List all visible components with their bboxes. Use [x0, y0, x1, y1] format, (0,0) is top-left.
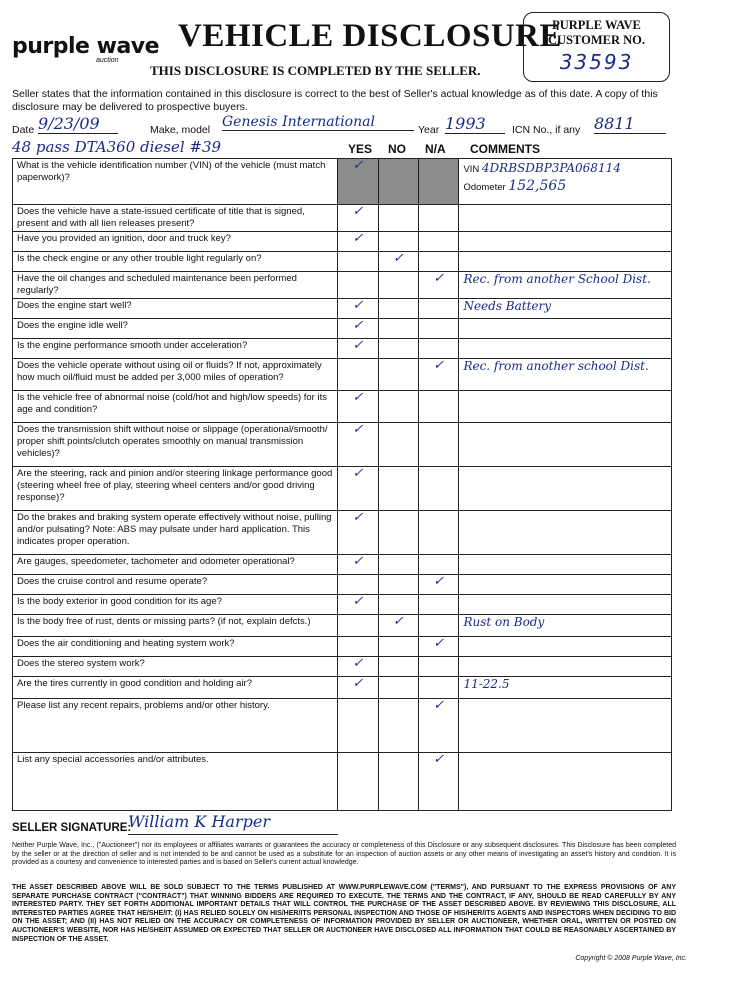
customer-label-2: CUSTOMER NO.: [547, 33, 645, 47]
answer-no[interactable]: [378, 615, 418, 637]
signature-label: SELLER SIGNATURE:: [12, 822, 132, 834]
answer-no[interactable]: [378, 423, 418, 467]
answer-yes[interactable]: [338, 391, 378, 423]
answer-yes[interactable]: [338, 359, 378, 391]
check-mark-icon: ✓: [352, 204, 364, 219]
check-mark-icon: ✓: [352, 390, 364, 405]
year-field[interactable]: 1993: [445, 114, 505, 134]
check-mark-icon: ✓: [433, 636, 445, 651]
check-mark-icon: ✓: [433, 271, 445, 286]
answer-na[interactable]: [419, 252, 459, 272]
answer-yes[interactable]: [338, 615, 378, 637]
question-text: Does the stereo system work?: [13, 657, 338, 677]
answer-no[interactable]: [378, 511, 418, 555]
table-row: [13, 272, 672, 299]
comment-cell[interactable]: [459, 575, 672, 595]
table-row: [13, 511, 672, 555]
comment-cell[interactable]: [459, 753, 672, 811]
check-mark-icon: ✓: [352, 676, 364, 691]
answer-na[interactable]: [419, 205, 459, 232]
answer-no[interactable]: [378, 272, 418, 299]
col-na: N/A: [425, 142, 446, 156]
table-row: [13, 359, 672, 391]
check-mark-icon: ✓: [352, 554, 364, 569]
answer-no[interactable]: [378, 232, 418, 252]
terms: THE ASSET DESCRIBED ABOVE WILL BE SOLD SUBJECT TO THE TERMS PUBLISHED AT WWW.PURPLEWAVE.COM ("TERMS"), AND PURSUANT TO THE EXPRESS PROVISIONS OF ANY SEPARATE PURCHASE CONTRACT ("CONTRACT") THAT WINNING BIDDERS ARE REQUIRED TO EXECUTE. THE TERMS AND THE CONTRACT, IF ANY, SHOULD BE READ CAREFULLY BY ANY INTERESTED PARTY. THEY SET FORTH ADDITIONAL IMPORTANT DETAILS THAT WILL CONTROL THE PURCHASE OF THE ASSET DESCRIBED ABOVE. BY REVIEWING THIS DISCLOSURE, ALL INTERESTED PARTIES AGREE THAT HE/SHE/IT: (I) HAS RELIED SOLELY ON HIS/HER/ITS PERSONAL INSPECTION AND THOSE OF HIS/HER/ITS AGENTS AND INSPECTORS WHEN DECIDING TO BID ON THE ASSET; AND (II) HAS NOT RELIED ON THE ACCURACY OR COMPLETENESS OF INFORMATION PROVIDED BY SELLER OR AUCTIONEER, WHETHER ORAL, WRITTEN OR POSTED ON AUCTIONEER'S WEBSITE, NOR HAS HE/SHE/IT ASSUMED OR EXPECTED THAT SELLER OR AUCTIONEER HAVE DISCLOSED ALL INFORMATION THAT COULD BE REASONABLY ASCERTAINED BY INSPECTION OF THE ASSET.: [12, 884, 676, 943]
comment-cell[interactable]: [459, 252, 672, 272]
page-subtitle: THIS DISCLOSURE IS COMPLETED BY THE SELLER.: [150, 63, 481, 78]
comment-cell[interactable]: [459, 615, 672, 637]
question-text: Have the oil changes and scheduled maintenance been performed regularly?: [13, 272, 338, 299]
table-row: [13, 423, 672, 467]
question-text: Does the vehicle have a state-issued certificate of title that is signed, present and with all lien releases present?: [13, 205, 338, 232]
answer-yes[interactable]: [338, 272, 378, 299]
answer-yes[interactable]: [338, 423, 378, 467]
question-text: Please list any recent repairs, problems and/or other history.: [13, 699, 338, 753]
answer-no[interactable]: [378, 677, 418, 699]
comment-cell[interactable]: [459, 339, 672, 359]
answer-yes[interactable]: [338, 319, 378, 339]
answer-yes[interactable]: [338, 699, 378, 753]
col-comments: COMMENTS: [470, 142, 540, 156]
page-title: VEHICLE DISCLOSURE: [178, 18, 563, 54]
signature-line: [128, 834, 338, 835]
col-yes: YES: [348, 142, 373, 156]
answer-no[interactable]: [378, 339, 418, 359]
check-mark-icon: ✓: [433, 698, 445, 713]
question-text: Have you provided an ignition, door and truck key?: [13, 232, 338, 252]
comment-cell[interactable]: [459, 423, 672, 467]
answer-yes[interactable]: [338, 205, 378, 232]
answer-na[interactable]: [419, 575, 459, 595]
question-text: Are gauges, speedometer, tachometer and odometer operational?: [13, 555, 338, 575]
customer-number-box: [523, 12, 670, 82]
answer-yes[interactable]: [338, 657, 378, 677]
answer-no[interactable]: [378, 595, 418, 615]
answer-yes[interactable]: [338, 753, 378, 811]
answer-na[interactable]: [419, 272, 459, 299]
answer-yes[interactable]: [338, 595, 378, 615]
answer-no[interactable]: [378, 753, 418, 811]
table-row: [13, 555, 672, 575]
question-text: Does the transmission shift without noise or slippage (operational/smooth/ proper shift points/clutch operates smoothly on manual transmission vehicles)?: [13, 423, 338, 467]
check-mark-icon: ✓: [352, 338, 364, 353]
vin-value: 4DRBSDBP3PA068114: [481, 161, 621, 175]
question-text: List any special accessories and/or attributes.: [13, 753, 338, 811]
comment-text: Rust on Body: [463, 615, 545, 629]
customer-label-1: PURPLE WAVE: [552, 18, 641, 32]
make-label: Make, model: [150, 124, 211, 136]
comment-cell[interactable]: [459, 677, 672, 699]
answer-na[interactable]: [419, 159, 459, 205]
answer-na[interactable]: [419, 677, 459, 699]
question-text: Is the check engine or any other trouble light regularly on?: [13, 252, 338, 272]
answer-no[interactable]: [378, 159, 418, 205]
answer-na[interactable]: [419, 753, 459, 811]
answer-no[interactable]: [378, 391, 418, 423]
answer-no[interactable]: [378, 319, 418, 339]
table-row: [13, 339, 672, 359]
answer-na[interactable]: [419, 339, 459, 359]
col-no: NO: [388, 142, 406, 156]
check-mark-icon: ✓: [352, 594, 364, 609]
comment-cell[interactable]: [459, 232, 672, 252]
date-field[interactable]: 9/23/09: [38, 114, 118, 134]
answer-na[interactable]: [419, 555, 459, 575]
table-row: [13, 232, 672, 252]
answer-na[interactable]: [419, 699, 459, 753]
answer-na[interactable]: [419, 467, 459, 511]
answer-na[interactable]: [419, 615, 459, 637]
table-row: [13, 595, 672, 615]
answer-no[interactable]: [378, 555, 418, 575]
answer-na[interactable]: [419, 232, 459, 252]
check-mark-icon: ✓: [433, 574, 445, 589]
table-row: [13, 615, 672, 637]
answer-yes[interactable]: [338, 555, 378, 575]
comment-cell[interactable]: [459, 205, 672, 232]
question-text: Is the body free of rust, dents or missing parts? (if not, explain defcts.): [13, 615, 338, 637]
answer-yes[interactable]: [338, 159, 378, 205]
check-mark-icon: ✓: [352, 466, 364, 481]
answer-yes[interactable]: [338, 575, 378, 595]
disclaimer: Neither Purple Wave, Inc., ("Auctioneer") nor its employees or affiliates warrants or guarantees the accuracy or completeness of this Disclosure or any subsequent disclosures. This Disclosure has been completed by the seller or at the direction of seller and is not intended to be and cannot be used as a substitute for an inspection of auction assets or any other means of investigating an asset's history and condition. It is provided as a courtesy and convenience to interested parties and is based on Seller's current actual knowledge.: [12, 842, 676, 867]
question-text: Are the steering, rack and pinion and/or steering linkage performance good (steering wheel free of play, steering wheel centers and/or good driving response)?: [13, 467, 338, 511]
make-field[interactable]: Genesis International: [222, 114, 414, 131]
answer-na[interactable]: [419, 391, 459, 423]
comment-cell[interactable]: [459, 467, 672, 511]
question-text: What is the vehicle identification number (VIN) of the vehicle (must match paperwork)?: [13, 159, 338, 205]
comment-cell[interactable]: [459, 699, 672, 753]
answer-na[interactable]: [419, 423, 459, 467]
answer-yes[interactable]: [338, 511, 378, 555]
comment-text: 11-22.5: [463, 677, 510, 691]
answer-no[interactable]: [378, 637, 418, 657]
question-text: Does the vehicle operate without using oil or fluids? If not, approximately how much oil/fluid must be added per 3,000 miles of operation?: [13, 359, 338, 391]
table-row: [13, 159, 672, 205]
comment-cell[interactable]: [459, 637, 672, 657]
check-mark-icon: ✓: [352, 158, 364, 173]
answer-no[interactable]: [378, 205, 418, 232]
vin-label: VIN: [463, 164, 480, 175]
comment-cell[interactable]: [459, 319, 672, 339]
icn-field[interactable]: 8811: [594, 114, 666, 134]
answer-na[interactable]: [419, 637, 459, 657]
answer-yes[interactable]: [338, 677, 378, 699]
question-text: Does the air conditioning and heating system work?: [13, 637, 338, 657]
check-mark-icon: ✓: [433, 752, 445, 767]
icn-label: ICN No., if any: [512, 124, 581, 136]
answer-yes[interactable]: [338, 339, 378, 359]
question-text: Does the engine idle well?: [13, 319, 338, 339]
answer-yes[interactable]: [338, 637, 378, 657]
answer-yes[interactable]: [338, 232, 378, 252]
question-text: Is the body exterior in good condition for its age?: [13, 595, 338, 615]
check-mark-icon: ✓: [352, 656, 364, 671]
table-row: [13, 391, 672, 423]
comment-text: Rec. from another school Dist.: [463, 359, 649, 373]
answer-yes[interactable]: [338, 252, 378, 272]
question-text: Does the cruise control and resume operate?: [13, 575, 338, 595]
table-row: [13, 205, 672, 232]
answer-na[interactable]: [419, 657, 459, 677]
customer-number: 33593: [559, 50, 634, 74]
answer-no[interactable]: [378, 252, 418, 272]
answer-na[interactable]: [419, 359, 459, 391]
answer-na[interactable]: [419, 595, 459, 615]
table-row: [13, 699, 672, 753]
table-row: [13, 677, 672, 699]
comment-cell[interactable]: [459, 511, 672, 555]
odometer-label: Odometer: [463, 182, 506, 193]
answer-no[interactable]: [378, 359, 418, 391]
answer-no[interactable]: [378, 657, 418, 677]
check-mark-icon: ✓: [392, 614, 404, 629]
answer-yes[interactable]: [338, 299, 378, 319]
answer-na[interactable]: [419, 299, 459, 319]
question-text: Does the engine start well?: [13, 299, 338, 319]
answer-yes[interactable]: [338, 467, 378, 511]
comment-text: Needs Battery: [463, 299, 552, 313]
date-label: Date: [12, 124, 35, 136]
question-text: Is the engine performance smooth under acceleration?: [13, 339, 338, 359]
year-label: Year: [418, 124, 440, 136]
table-row: [13, 319, 672, 339]
comment-cell[interactable]: [459, 555, 672, 575]
seller-signature[interactable]: William K Harper: [128, 812, 270, 831]
comment-text: Rec. from another School Dist.: [463, 272, 651, 286]
answer-na[interactable]: [419, 511, 459, 555]
check-mark-icon: ✓: [433, 358, 445, 373]
answer-no[interactable]: [378, 699, 418, 753]
question-text: Do the brakes and braking system operate effectively without noise, pulling and/or pulsating? Note: ABS may pulsate under hard application. This indicates proper operation.: [13, 511, 338, 555]
table-row: [13, 467, 672, 511]
comment-cell[interactable]: [459, 595, 672, 615]
comment-cell[interactable]: [459, 657, 672, 677]
model-extra: 48 pass DTA360 diesel #39: [12, 138, 222, 156]
answer-no[interactable]: [378, 575, 418, 595]
logo-sub: auction: [96, 57, 119, 64]
answer-no[interactable]: [378, 299, 418, 319]
table-row: [13, 252, 672, 272]
check-mark-icon: ✓: [352, 298, 364, 313]
copyright: Copyright © 2008 Purple Wave, Inc.: [575, 955, 687, 962]
disclosure-table: [12, 158, 672, 811]
comment-cell[interactable]: [459, 159, 672, 205]
odometer-value: 152,565: [508, 178, 567, 194]
table-row: [13, 753, 672, 811]
check-mark-icon: ✓: [352, 510, 364, 525]
answer-no[interactable]: [378, 467, 418, 511]
check-mark-icon: ✓: [352, 318, 364, 333]
table-row: [13, 637, 672, 657]
comment-cell[interactable]: [459, 391, 672, 423]
check-mark-icon: ✓: [352, 231, 364, 246]
answer-na[interactable]: [419, 319, 459, 339]
comment-cell[interactable]: [459, 272, 672, 299]
check-mark-icon: ✓: [392, 251, 404, 266]
comment-cell[interactable]: [459, 359, 672, 391]
purple-wave-logo: purple wave: [12, 34, 160, 59]
table-row: [13, 657, 672, 677]
table-row: [13, 299, 672, 319]
comment-cell[interactable]: [459, 299, 672, 319]
check-mark-icon: ✓: [352, 422, 364, 437]
question-text: Is the vehicle free of abnormal noise (cold/hot and high/low speeds) for its age and condition?: [13, 391, 338, 423]
table-row: [13, 575, 672, 595]
question-text: Are the tires currently in good condition and holding air?: [13, 677, 338, 699]
intro-text: Seller states that the information contained in this disclosure is correct to the best of Seller's actual knowledge as of this date. A copy of this disclosure may be delivered to prospective buyers.: [12, 88, 658, 113]
